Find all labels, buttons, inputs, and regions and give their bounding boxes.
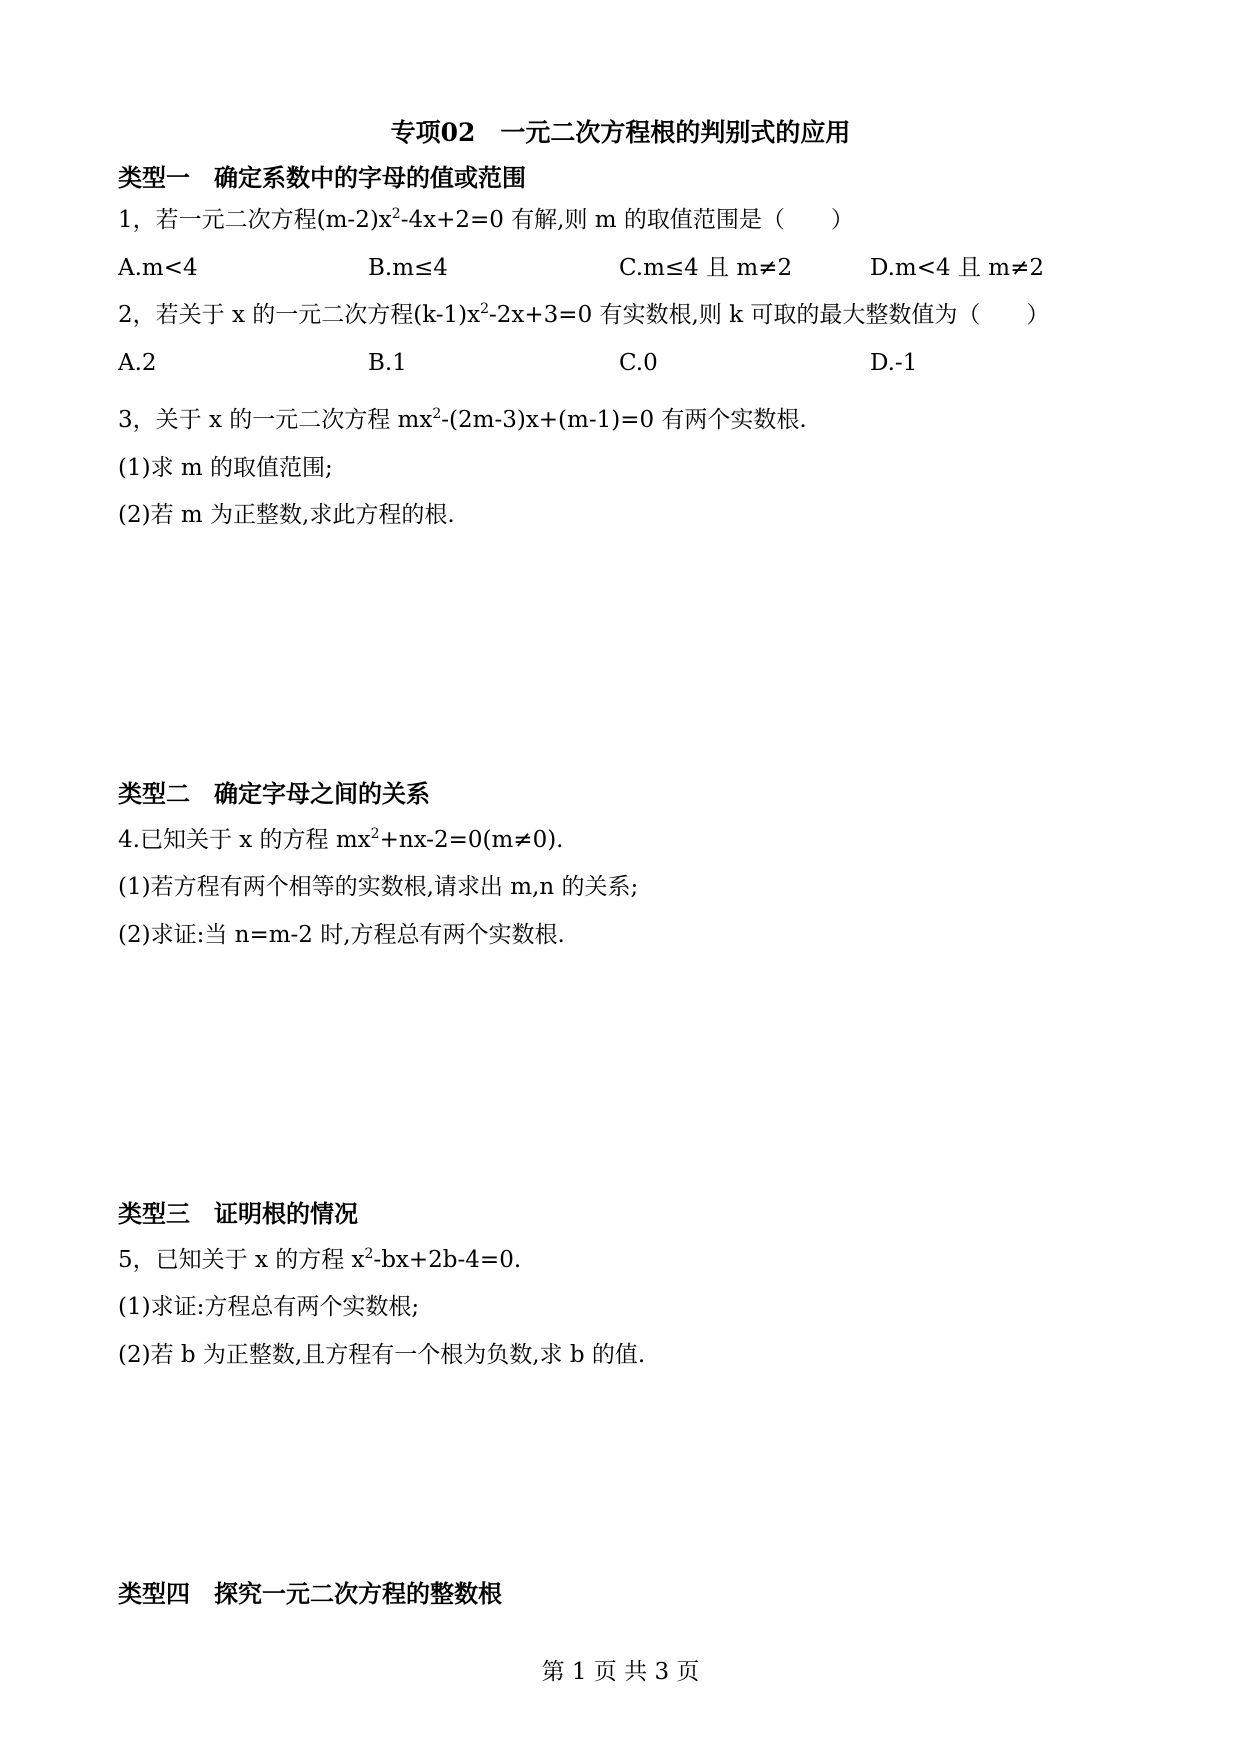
question-1-option-b: B.m≤4	[368, 255, 448, 281]
question-3	[118, 405, 807, 435]
question-2-option-d: D.-1	[870, 350, 918, 376]
question-2-text-pre: 2，若关于 x 的一元二次方程(k-1)x	[118, 302, 481, 328]
question-1-text-pre: 1，若一元二次方程(m-2)x	[118, 207, 392, 233]
question-3-text-pre: 3，关于 x 的一元二次方程 mx	[118, 407, 433, 433]
question-2-option-a: A.2	[118, 350, 157, 376]
section-heading-4: 类型四 探究一元二次方程的整数根	[118, 1579, 502, 1608]
question-3-part-2: (2)若 m 为正整数,求此方程的根.	[118, 502, 455, 528]
question-1-option-c: C.m≤4 且 m≠2	[619, 255, 793, 281]
page-footer: 第 1 页 共 3 页	[541, 1659, 700, 1685]
question-2-option-c: C.0	[619, 350, 658, 376]
question-4-text-pre: 4.已知关于 x 的方程 mx	[118, 827, 371, 853]
section-heading-1: 类型一 确定系数中的字母的值或范围	[118, 163, 526, 192]
question-5-exponent: 2	[364, 1246, 374, 1262]
question-3-text-post: -(2m-3)x+(m-1)=0 有两个实数根.	[441, 407, 807, 433]
question-2-text-post: -2x+3=0 有实数根,则 k 可取的最大整数值为（ ）	[489, 302, 1050, 328]
question-4	[118, 825, 564, 855]
page-title: 专项02 一元二次方程根的判别式的应用	[390, 118, 851, 147]
question-4-part-2: (2)求证:当 n=m-2 时,方程总有两个实数根.	[118, 922, 565, 948]
question-4-exponent: 2	[370, 826, 380, 842]
section-heading-3: 类型三 证明根的情况	[118, 1199, 358, 1228]
question-5-text-post: -bx+2b-4=0.	[373, 1247, 522, 1273]
question-1-exponent: 2	[391, 206, 401, 222]
question-1-option-d: D.m<4 且 m≠2	[870, 255, 1044, 281]
question-2-option-b: B.1	[368, 350, 407, 376]
question-4-part-1: (1)若方程有两个相等的实数根,请求出 m,n 的关系;	[118, 874, 639, 900]
question-4-text-post: +nx-2=0(m≠0).	[379, 827, 564, 853]
question-1-text-post: -4x+2=0 有解,则 m 的取值范围是（ ）	[400, 207, 854, 233]
question-2-exponent: 2	[480, 301, 490, 317]
question-3-part-1: (1)求 m 的取值范围;	[118, 455, 333, 481]
question-5-part-2: (2)若 b 为正整数,且方程有一个根为负数,求 b 的值.	[118, 1342, 646, 1368]
section-heading-2: 类型二 确定字母之间的关系	[118, 779, 430, 808]
question-5	[118, 1245, 521, 1275]
question-5-part-1: (1)求证:方程总有两个实数根;	[118, 1294, 420, 1320]
question-5-text-pre: 5，已知关于 x 的方程 x	[118, 1247, 365, 1273]
question-3-exponent: 2	[432, 406, 442, 422]
question-2	[118, 300, 1049, 330]
question-1	[118, 205, 854, 235]
question-1-option-a: A.m<4	[118, 255, 198, 281]
